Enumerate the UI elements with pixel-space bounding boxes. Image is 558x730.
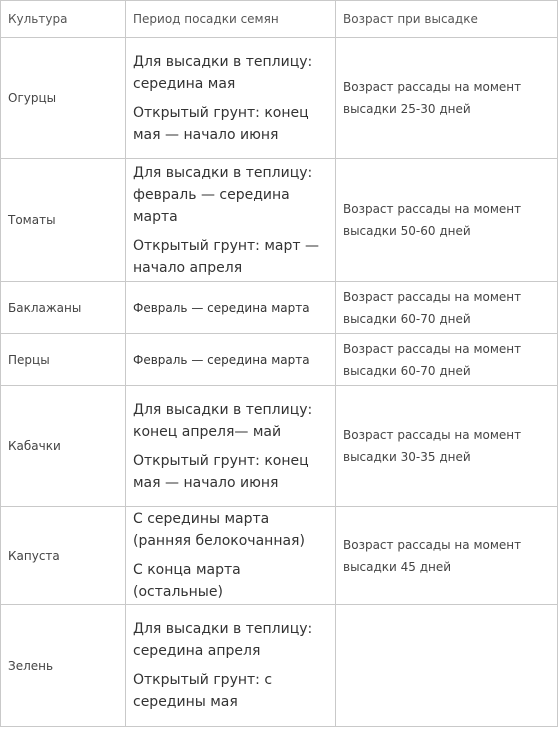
period-text: Для высадки в теплицу: февраль — середина марта <box>133 164 313 225</box>
period-text: Для высадки в теплицу: середина апреля <box>133 621 313 659</box>
crop-cell: Кабачки <box>1 386 126 507</box>
period-cell <box>126 605 336 727</box>
period-text: Открытый грунт: конец мая — начало июня <box>133 104 309 143</box>
period-cell <box>126 159 336 282</box>
crop-cell: Капуста <box>1 507 126 605</box>
period-text: Февраль — середина марта <box>133 352 310 367</box>
age-cell: Возраст рассады на момент высадки 30-35 дней <box>336 386 558 507</box>
table-row <box>1 334 558 386</box>
table-row <box>1 507 558 605</box>
period-text: Открытый грунт: с середины мая <box>133 672 273 710</box>
period-text: С середины марта (ранняя белокочанная) <box>133 511 305 549</box>
period-cell <box>126 507 336 605</box>
crop-cell: Огурцы <box>1 38 126 159</box>
table-row <box>1 159 558 282</box>
table-row <box>1 282 558 334</box>
age-cell: Возраст рассады на момент высадки 25-30 дней <box>336 38 558 159</box>
crop-cell: Томаты <box>1 159 126 282</box>
header-row <box>1 1 558 38</box>
period-cell <box>126 38 336 159</box>
table-row <box>1 38 558 159</box>
crop-cell: Зелень <box>1 605 126 727</box>
period-text: Февраль — середина марта <box>133 300 310 315</box>
period-cell <box>126 386 336 507</box>
period-cell <box>126 334 336 386</box>
table-row <box>1 605 558 727</box>
header-period: Период посадки семян <box>126 1 336 38</box>
header-crop: Культура <box>1 1 126 38</box>
period-cell <box>126 282 336 334</box>
age-cell: Возраст рассады на момент высадки 60-70 дней <box>336 334 558 386</box>
period-text: Для высадки в теплицу: середина мая <box>133 53 313 92</box>
age-cell: Возраст рассады на момент высадки 60-70 дней <box>336 282 558 334</box>
age-cell <box>336 605 558 727</box>
crop-cell: Перцы <box>1 334 126 386</box>
period-text: Открытый грунт: конец мая — начало июня <box>133 452 309 491</box>
period-text: С конца марта (остальные) <box>133 562 241 600</box>
period-text: Для высадки в теплицу: конец апреля— май <box>133 401 313 440</box>
crop-cell: Баклажаны <box>1 282 126 334</box>
period-text: Открытый грунт: март — начало апреля <box>133 237 319 276</box>
header-age: Возраст при высадке <box>336 1 558 38</box>
age-cell: Возраст рассады на момент высадки 50-60 дней <box>336 159 558 282</box>
age-cell: Возраст рассады на момент высадки 45 дней <box>336 507 558 605</box>
table-row <box>1 386 558 507</box>
